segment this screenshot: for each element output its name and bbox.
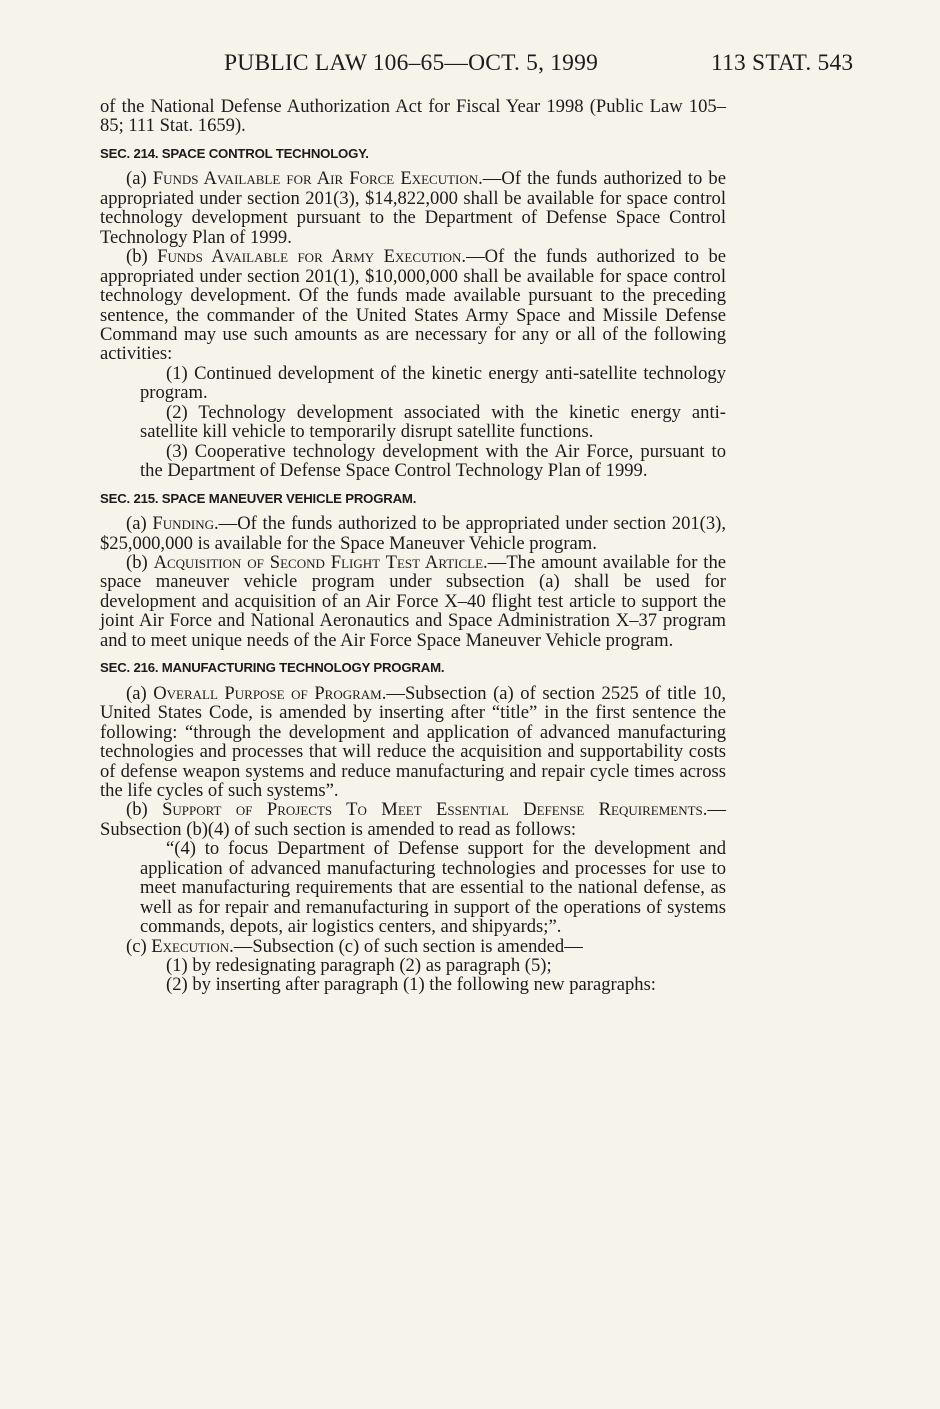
section-214-heading: SEC. 214. SPACE CONTROL TECHNOLOGY.: [100, 145, 369, 161]
subsection-label: (a): [126, 513, 147, 535]
subsection-text: —The amount available for the space maneuver vehicle program under subsection (a) shall be used for development and acquisition of an Air Force X–40 flight test article to support the joint Air Force and National Aeronautics and Space Administration X–37 program and to meet unique needs of the Air Force Space Maneuver Vehicle program.: [100, 551, 726, 651]
subsection-label: (a): [126, 682, 147, 704]
sec214-paragraph-3: (3) Cooperative technology development with the Air Force, pursuant to the Department of Defense Space Control Technology Plan of 1999.: [140, 440, 726, 482]
sec216-subsection-a: [100, 684, 726, 801]
subsection-label: (b): [126, 799, 148, 821]
sec216-subsection-c: [100, 937, 726, 956]
sec216-quoted-paragraph: “(4) to focus Department of Defense support for the development and application of advanced manufacturing technologies and processes for use to meet manufacturing requirements that are essential to the national defense, as well as for repair and remanufacturing in support of the operations of systems commands, depots, air logistics centers, and shipyards;”.: [140, 838, 726, 938]
subsection-text: —Subsection (b)(4) of such section is amended to read as follows:: [100, 799, 726, 840]
sec214-paragraph-2: (2) Technology development associated with the kinetic energy anti-satellite kill vehicle to temporarily disrupt satellite functions.: [140, 401, 726, 443]
statute-page-number: 113 STAT. 543: [711, 50, 854, 76]
subsection-text: —Of the funds authorized to be appropriated under section 201(3), $14,822,000 shall be available for space control technology development pursuant to the Department of Defense Space Control Technology Plan of 1999.: [100, 168, 726, 248]
subsection-heading: Funds Available for Army Execution.: [157, 246, 467, 268]
carryover-paragraph: of the National Defense Authorization Act for Fiscal Year 1998 (Public Law 105–85; 111 Stat. 1659).: [100, 96, 726, 137]
sec216-c-paragraph-1: (1) by redesignating paragraph (2) as paragraph (5);: [166, 955, 552, 977]
subsection-heading: Overall Purpose of Program.: [153, 682, 387, 704]
sec216-c-paragraph-2: (2) by inserting after paragraph (1) the following new paragraphs:: [166, 974, 656, 996]
subsection-label: (a): [126, 168, 147, 190]
running-head-title: PUBLIC LAW 106–65—OCT. 5, 1999: [224, 50, 599, 76]
subsection-heading: Funds Available for Air Force Execution.: [152, 168, 483, 190]
subsection-text: —Of the funds authorized to be appropriated under section 201(1), $10,000,000 shall be available for space control technology development. Of the funds made available pursuant to the preceding sentence, the commander of the United States Army Space and Missile Defense Command may use such amounts as are necessary for any or all of the following activities:: [100, 246, 726, 365]
sec214-paragraph-1: (1) Continued development of the kinetic energy anti-satellite technology program.: [140, 362, 726, 404]
sec214-subsection-a: [100, 169, 726, 247]
sec215-subsection-b: [100, 553, 726, 650]
section-215-heading: SEC. 215. SPACE MANEUVER VEHICLE PROGRAM.: [100, 490, 417, 506]
sec215-subsection-a: [100, 514, 726, 553]
subsection-text: —Subsection (a) of section 2525 of title 10, United States Code, is amended by inserting after “title” in the first sentence the following: “through the development and application of advanced manufacturing technologies and processes that will reduce the acquisition and supportability costs of defense weapon systems and reduce manufacturing and repair cycle times across the life cycles of such systems”.: [100, 682, 726, 801]
subsection-label: (b): [126, 246, 148, 268]
sec214-subsection-b: [100, 247, 726, 364]
subsection-label: (c): [126, 935, 147, 957]
subsection-text: —Subsection (c) of such section is amended—: [233, 935, 583, 957]
subsection-heading: Acquisition of Second Flight Test Article.: [153, 551, 488, 573]
subsection-heading: Support of Projects To Meet Essential Defense Requirements.: [162, 799, 708, 821]
subsection-label: (b): [126, 551, 148, 573]
sec216-subsection-b: [100, 800, 726, 839]
section-216-heading: SEC. 216. MANUFACTURING TECHNOLOGY PROGRAM.: [100, 660, 445, 676]
subsection-heading: Funding.: [152, 513, 219, 535]
page-body: [100, 97, 726, 995]
subsection-heading: Execution.: [151, 935, 234, 957]
subsection-text: —Of the funds authorized to be appropriated under section 201(3), $25,000,000 is available for the Space Maneuver Vehicle program.: [100, 513, 726, 554]
page-header: [0, 50, 940, 82]
